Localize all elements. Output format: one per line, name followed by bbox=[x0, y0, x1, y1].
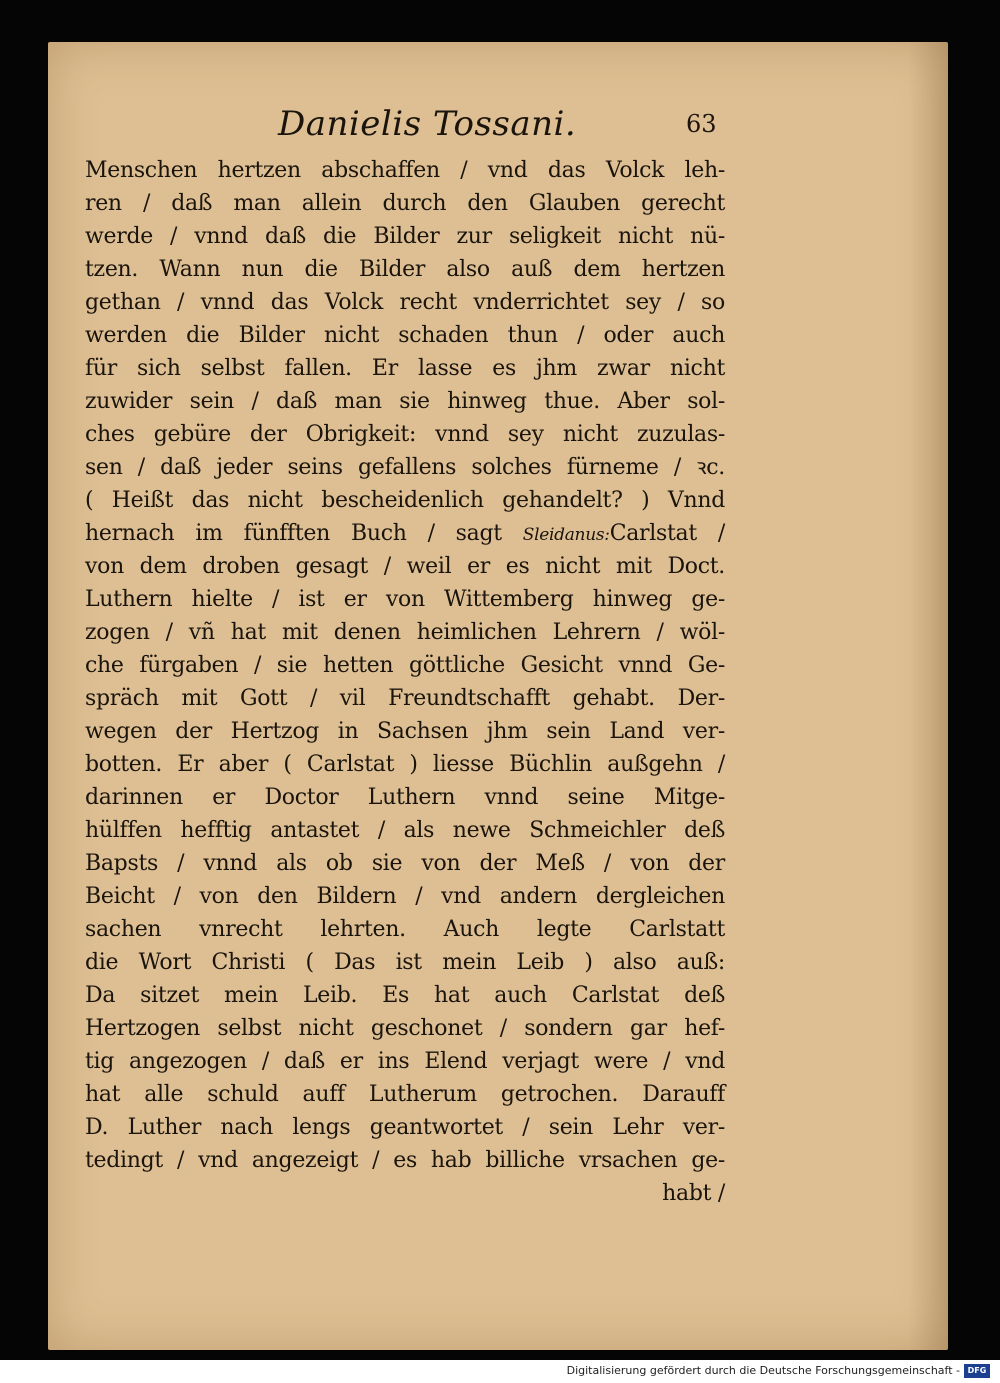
text-line: werde / vnnd daß die Bilder zur seligkeit nicht nü- bbox=[85, 224, 725, 249]
text-line: für sich selbst fallen. Er lasse es jhm zwar nicht bbox=[85, 356, 725, 381]
citation-sleidanus: Sleidanus: bbox=[522, 525, 610, 545]
running-head bbox=[48, 104, 948, 154]
text-line: sen / daß jeder seins gefallens solches fürneme / ꝛc. bbox=[85, 455, 725, 480]
text-line: hülffen hefftig antastet / als newe Schmeichler deß bbox=[85, 818, 725, 843]
text-line: che fürgaben / sie hetten göttliche Gesicht vnnd Ge- bbox=[85, 653, 725, 678]
text-line-catchword: habt / bbox=[662, 1181, 725, 1206]
text-line: werden die Bilder nicht schaden thun / oder auch bbox=[85, 323, 725, 348]
text-line: Da sitzet mein Leib. Es hat auch Carlstat deß bbox=[85, 983, 725, 1008]
text-line: Hertzogen selbst nicht geschonet / sondern gar hef- bbox=[85, 1016, 725, 1041]
text-line: ( Heißt das nicht bescheidenlich gehandelt? ) Vnnd bbox=[85, 488, 725, 513]
book-page bbox=[48, 42, 948, 1350]
footer-bar bbox=[0, 1360, 1000, 1383]
page-number: 63 bbox=[686, 110, 717, 138]
text-line: tig angezogen / daß er ins Elend verjagt were / vnd bbox=[85, 1049, 725, 1074]
text-line: spräch mit Gott / vil Freundtschafft gehabt. Der- bbox=[85, 686, 725, 711]
running-title: Danielis Tossani. bbox=[278, 104, 577, 144]
text-line: die Wort Christi ( Das ist mein Leib ) also auß: bbox=[85, 950, 725, 975]
text-segment: Carlstat / bbox=[609, 521, 725, 546]
dfg-logo-icon: DFG bbox=[964, 1364, 990, 1378]
text-line: zogen / vñ hat mit denen heimlichen Lehrern / wöl- bbox=[85, 620, 725, 645]
text-line: zuwider sein / daß man sie hinweg thue. Aber sol- bbox=[85, 389, 725, 414]
text-line: sachen vnrecht lehrten. Auch legte Carlstatt bbox=[85, 917, 725, 942]
text-line: ren / daß man allein durch den Glauben gerecht bbox=[85, 191, 725, 216]
text-line: Bapsts / vnnd als ob sie von der Meß / von der bbox=[85, 851, 725, 876]
footer-credit: Digitalisierung gefördert durch die Deutsche Forschungsgemeinschaft - bbox=[566, 1364, 960, 1377]
text-line: ches gebüre der Obrigkeit: vnnd sey nicht zuzulas- bbox=[85, 422, 725, 447]
text-line: botten. Er aber ( Carlstat ) liesse Büchlin außgehn / bbox=[85, 752, 725, 777]
text-line: gethan / vnnd das Volck recht vnderrichtet sey / so bbox=[85, 290, 725, 315]
text-line: tedingt / vnd angezeigt / es hab billiche vrsachen ge- bbox=[85, 1148, 725, 1173]
text-line: Menschen hertzen abschaffen / vnd das Volck leh- bbox=[85, 158, 725, 183]
text-line: Beicht / von den Bildern / vnd andern dergleichen bbox=[85, 884, 725, 909]
text-line: darinnen er Doctor Luthern vnnd seine Mitge- bbox=[85, 785, 725, 810]
text-line: Luthern hielte / ist er von Wittemberg hinweg ge- bbox=[85, 587, 725, 612]
body-text bbox=[85, 154, 725, 1210]
text-line: von dem droben gesagt / weil er es nicht mit Doct. bbox=[85, 554, 725, 579]
text-line: D. Luther nach lengs geantwortet / sein Lehr ver- bbox=[85, 1115, 725, 1140]
text-segment: hernach im fünfften Buch / sagt bbox=[85, 521, 502, 546]
text-line: wegen der Hertzog in Sachsen jhm sein Land ver- bbox=[85, 719, 725, 744]
text-line: tzen. Wann nun die Bilder also auß dem hertzen bbox=[85, 257, 725, 282]
text-line-with-citation bbox=[85, 517, 725, 550]
text-line: hat alle schuld auff Lutherum getrochen. Darauff bbox=[85, 1082, 725, 1107]
